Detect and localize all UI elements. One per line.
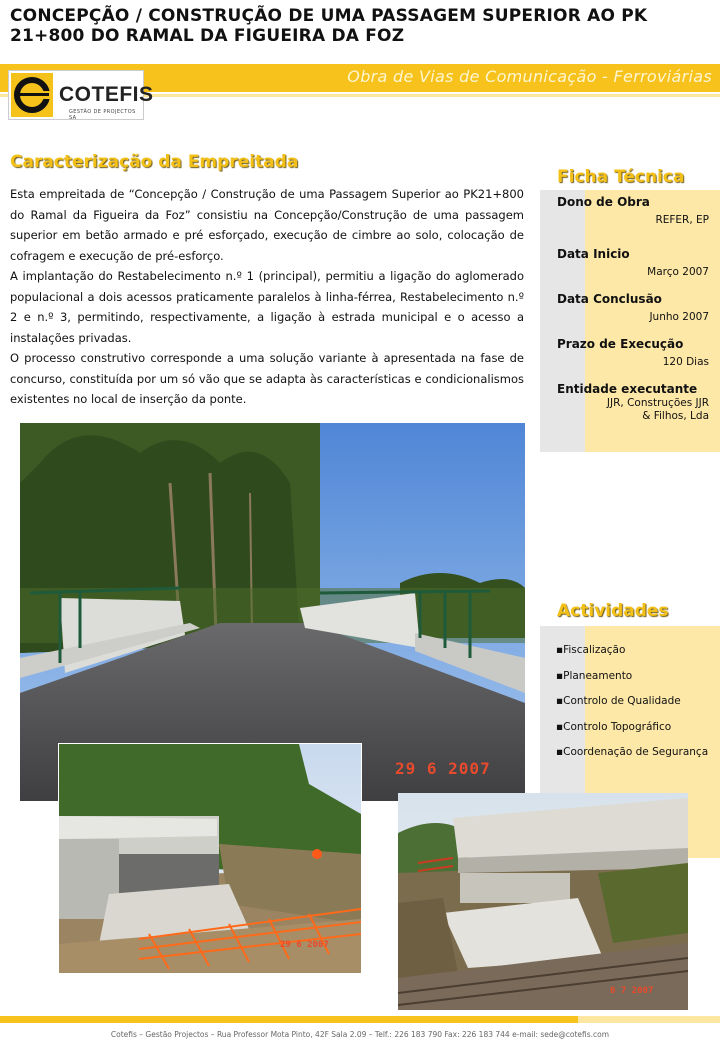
footer-bar [0, 1016, 578, 1023]
actividades-list [556, 644, 708, 772]
ficha-label: Data Conclusão [557, 292, 662, 306]
ficha-item-dono [557, 195, 717, 227]
ficha-value: Março 2007 [647, 266, 709, 278]
logo-name: COTEFIS [59, 83, 154, 106]
ficha-item-inicio [557, 247, 717, 279]
empreitada-heading: Caracterização da Empreitada [10, 152, 299, 172]
ficha-item-entidade [557, 382, 717, 423]
actividades-heading: Actividades [557, 601, 669, 621]
company-logo [8, 70, 154, 121]
empreitada-paragraph-2: A implantação do Restabelecimento n.º 1 (principal), permitiu a ligação do aglomerado populacional a dois acessos praticamente paralelos à linha-férrea, Restabelecimento n.º 2 e n.º 3, permitindo, respectivamente, a ligação à estrada municipal e o acesso a instalações privadas. [10, 269, 524, 345]
ficha-value: Junho 2007 [649, 311, 709, 323]
ficha-value: JJR, Construções JJR & Filhos, Lda [606, 397, 709, 422]
banner-text: Obra de Vias de Comunicação - Ferroviárias [347, 67, 712, 86]
empreitada-paragraph-3: O processo construtivo corresponde a uma solução variante à apresentada na fase de concurso, constituída por um só vão que se adapta às características e condicionalismos existentes no local de inserção da ponte. [10, 351, 524, 406]
list-item: ▪Controlo Topográfico [556, 720, 672, 733]
footer-accent-line [578, 1016, 720, 1023]
ficha-item-prazo [557, 337, 717, 369]
photo-date-stamp: 29 6 2007 [280, 940, 329, 950]
logo-mark-icon [11, 73, 53, 117]
photo-bridge-railway [398, 793, 688, 1010]
ficha-label: Data Inicio [557, 247, 630, 261]
ficha-label: Entidade executante [557, 382, 698, 396]
ficha-panel [540, 190, 720, 452]
empreitada-text [10, 184, 524, 410]
ficha-value: 120 Dias [662, 356, 709, 368]
ficha-value: REFER, EP [655, 214, 709, 226]
logo-subtitle: GESTÃO DE PROJECTOS SA [69, 109, 136, 121]
page-title: CONCEPÇÃO / CONSTRUÇÃO DE UMA PASSAGEM SUPERIOR AO PK 21+800 DO RAMAL DA FIGUEIRA DA FOZ [10, 6, 648, 46]
footer-contact: Cotefis – Gestão Projectos – Rua Professor Mota Pinto, 42F Sala 2.09 – Telf.: 226 183 790 Fax: 226 183 744 e-mail: sede@cotefis.com [110, 1030, 610, 1039]
ficha-label: Dono de Obra [557, 195, 650, 209]
photo-date-stamp: 29 6 2007 [395, 759, 491, 778]
photo-date-stamp: 0 7 2007 [610, 986, 654, 996]
ficha-item-conclusao [557, 292, 717, 324]
empreitada-paragraph-1: Esta empreitada de “Concepção / Construção de uma Passagem Superior ao PK21+800 do Ramal da Figueira da Foz” consistiu na Concepção/Construção de uma passagem superior em betão armado e pré esforçado, execução de cimbre ao solo, colocação de cofragem e execução de pré-esforço. [10, 187, 524, 263]
list-item: ▪Controlo de Qualidade [556, 695, 681, 707]
list-item: ▪Coordenação de Segurança [556, 746, 709, 758]
list-item: ▪Planeamento [556, 669, 633, 682]
ficha-label: Prazo de Execução [557, 337, 684, 351]
list-item: ▪Fiscalização [556, 644, 626, 656]
ficha-heading: Ficha Técnica [557, 167, 685, 187]
